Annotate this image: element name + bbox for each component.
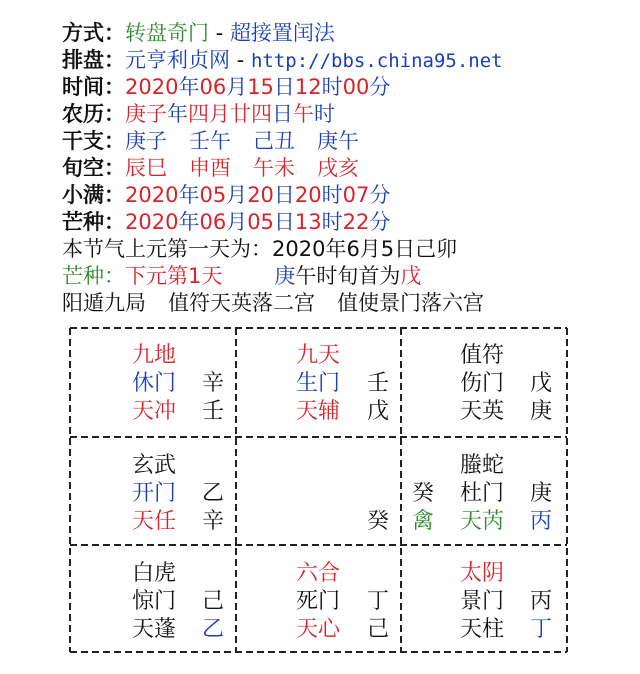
- mangzhong-minute-unit: 分: [369, 210, 391, 234]
- lunar-date: 四月廿四: [188, 102, 272, 126]
- palace-8-star: 天心: [296, 617, 341, 642]
- palace-8-earth-stem: 己: [367, 617, 390, 642]
- xunshou-stem: 庚: [274, 264, 296, 288]
- time-day-unit: 日: [273, 75, 295, 99]
- xiaoman-month-unit: 月: [226, 183, 248, 207]
- mangzhong-hour: 13: [294, 210, 322, 234]
- palace-2-heaven-stem: 壬: [367, 371, 390, 396]
- palace-6-door: 杜门: [460, 481, 505, 506]
- palace-4-god: 玄武: [132, 453, 177, 478]
- site-name: 元亨利贞网: [125, 48, 230, 72]
- xiaoman-hour: 20: [294, 183, 322, 207]
- palace-4-heaven-stem: 乙: [202, 481, 225, 506]
- palace-6-extra-stem: 癸: [412, 481, 435, 506]
- time-year-unit: 年: [178, 75, 200, 99]
- time-minute-unit: 分: [369, 75, 391, 99]
- palace-1-earth-stem: 壬: [202, 399, 225, 424]
- palace-1-god: 九地: [132, 343, 177, 368]
- mangzhong-year-unit: 年: [178, 210, 200, 234]
- mangzhong-month: 06: [199, 210, 227, 234]
- palace-6-earth-stem: 丙: [530, 509, 553, 534]
- xiaoman-minute: 07: [342, 183, 370, 207]
- palace-3-earth-stem: 庚: [530, 399, 553, 424]
- ganzhi-month: 壬午: [189, 129, 231, 153]
- palace-9-door: 景门: [460, 589, 505, 614]
- palace-4-earth-stem: 辛: [202, 509, 225, 534]
- ju-value: 阳遁九局: [62, 291, 146, 315]
- mangzhong-day: 05: [247, 210, 274, 234]
- time-month: 06: [199, 75, 227, 99]
- palace-8-heaven-stem: 丁: [367, 589, 390, 614]
- lunar-day-unit: 日: [272, 102, 293, 126]
- zhishi-value: 值使景门落六宫: [337, 291, 484, 315]
- time-minute: 00: [342, 75, 370, 99]
- method-value2: 超接置闰法: [229, 21, 335, 45]
- palace-3-god: 值符: [460, 343, 505, 368]
- ganzhi-day: 己丑: [253, 129, 295, 153]
- chart-sep: -: [230, 48, 251, 72]
- time-year: 2020: [125, 75, 179, 99]
- method-label: 方式：: [62, 21, 125, 45]
- palace-6-star: 天芮: [460, 509, 505, 534]
- palace-4-door: 开门: [132, 481, 177, 506]
- yuan-value: 下元第1天: [125, 264, 223, 288]
- ganzhi-label: 干支：: [62, 129, 125, 153]
- xunkong-day: 午未: [253, 156, 295, 180]
- xiaoman-year-unit: 年: [178, 183, 200, 207]
- xiaoman-day-unit: 日: [273, 183, 295, 207]
- palace-7-heaven-stem: 己: [202, 589, 225, 614]
- lunar-hour: 午: [293, 102, 314, 126]
- palace-9-earth-stem: 丁: [530, 617, 553, 642]
- palace-6-qin: 禽: [412, 509, 435, 534]
- jieqi-line: 本节气上元第一天为：2020年6月5日己卯: [62, 237, 458, 261]
- site-url-link[interactable]: http://bbs.china95.net: [250, 50, 503, 72]
- time-hour-unit: 时: [321, 75, 343, 99]
- mangzhong-label: 芒种：: [62, 210, 125, 234]
- palace-2-star: 天辅: [296, 399, 341, 424]
- lunar-year: 庚子: [125, 102, 167, 126]
- method-value: 转盘奇门: [125, 21, 209, 45]
- mangzhong-minute: 22: [342, 210, 370, 234]
- palace-9-star: 天柱: [460, 617, 505, 642]
- palace-7-god: 白虎: [132, 561, 177, 586]
- palace-5-earth-stem: 癸: [367, 509, 390, 534]
- palace-6-god: 螣蛇: [460, 453, 505, 478]
- palace-2-god: 九天: [296, 343, 341, 368]
- palace-9-god: 太阴: [460, 561, 505, 586]
- palace-1-door: 休门: [132, 371, 177, 396]
- palace-8-door: 死门: [296, 589, 341, 614]
- xunshou-text: 午时旬首为: [295, 264, 401, 288]
- lunar-hour-unit: 时: [314, 102, 335, 126]
- xiaoman-year: 2020: [125, 183, 179, 207]
- palace-8-god: 六合: [296, 561, 341, 586]
- xunkong-hour: 戌亥: [317, 156, 359, 180]
- mangzhong-day-unit: 日: [273, 210, 295, 234]
- xiaoman-month: 05: [199, 183, 227, 207]
- palace-2-earth-stem: 戊: [367, 399, 390, 424]
- xiaoman-label: 小满：: [62, 183, 125, 207]
- ganzhi-year: 庚子: [125, 129, 167, 153]
- time-hour: 12: [294, 75, 322, 99]
- method-sep: -: [209, 21, 230, 45]
- palace-7-earth-stem: 乙: [202, 617, 225, 642]
- palace-7-star: 天蓬: [132, 617, 177, 642]
- xiaoman-hour-unit: 时: [321, 183, 343, 207]
- xunshou-value: 戊: [400, 264, 422, 288]
- yuan-label: 芒种：: [62, 264, 125, 288]
- palace-3-star: 天英: [460, 399, 505, 424]
- zhifu-value: 值符天英落二宫: [168, 291, 315, 315]
- palace-4-star: 天任: [132, 509, 177, 534]
- time-label: 时间：: [62, 75, 125, 99]
- palace-1-heaven-stem: 辛: [202, 371, 225, 396]
- xiaoman-minute-unit: 分: [369, 183, 391, 207]
- xunkong-label: 旬空：: [62, 156, 125, 180]
- time-month-unit: 月: [226, 75, 248, 99]
- ganzhi-hour: 庚午: [317, 129, 359, 153]
- mangzhong-hour-unit: 时: [321, 210, 343, 234]
- chart-label: 排盘：: [62, 48, 125, 72]
- palace-3-door: 伤门: [460, 371, 505, 396]
- xunkong-month: 申酉: [189, 156, 231, 180]
- palace-6-heaven-stem: 庚: [530, 481, 553, 506]
- lunar-year-unit: 年: [167, 102, 188, 126]
- palace-3-heaven-stem: 戊: [530, 371, 553, 396]
- palace-1-star: 天冲: [132, 399, 177, 424]
- lunar-label: 农历：: [62, 102, 125, 126]
- time-day: 15: [247, 75, 274, 99]
- xunkong-year: 辰巳: [125, 156, 167, 180]
- palace-7-door: 惊门: [132, 589, 177, 614]
- palace-9-heaven-stem: 丙: [530, 589, 553, 614]
- mangzhong-month-unit: 月: [226, 210, 248, 234]
- palace-2-door: 生门: [296, 371, 341, 396]
- mangzhong-year: 2020: [125, 210, 179, 234]
- xiaoman-day: 20: [247, 183, 274, 207]
